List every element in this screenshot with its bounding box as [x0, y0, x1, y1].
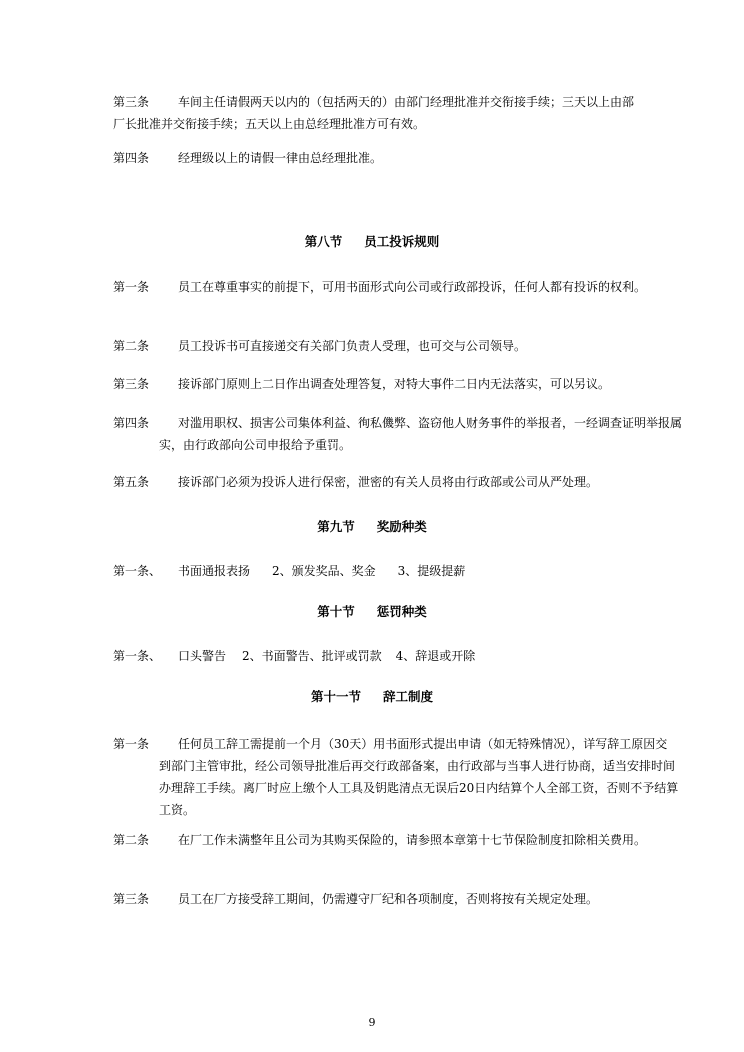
- article-text: 对滥用职权、损害公司集体利益、徇私僟弊、盗窃他人财务事件的举报者，一经调查证明举报属实，由行政部向公司申报给予重罚。: [159, 416, 683, 452]
- s10-article-1: [113, 646, 475, 666]
- article-label: 第一条、: [113, 564, 162, 578]
- s8-article-1: [113, 276, 689, 298]
- article-label: 第一条: [113, 737, 150, 751]
- section-number: 第九节: [317, 519, 355, 534]
- article-text: 接诉部门必须为投诉人进行保密，泄密的有关人员将由行政部或公司从严处理。: [178, 475, 599, 489]
- article-label: 第五条: [113, 475, 150, 489]
- article-text: 员工在厂方接受辞工期间，仍需遵守厂纪和各项制度，否则将按有关规定处理。: [178, 892, 599, 906]
- s9-article-1: [113, 561, 465, 581]
- penalty-2: 2、书面警告、批评或罚款: [242, 649, 382, 663]
- article-label: 第三条: [113, 377, 150, 391]
- s11-article-1: [113, 733, 679, 821]
- section-title: 员工投诉规则: [364, 234, 440, 249]
- s8-article-4: [113, 412, 689, 456]
- article-top-4: [113, 147, 643, 169]
- article-label: 第三条: [113, 892, 150, 906]
- section-number: 第十一节: [310, 689, 361, 704]
- section-heading-11: [0, 687, 744, 707]
- article-label: 第三条: [113, 95, 150, 109]
- article-label: 第一条: [113, 280, 150, 294]
- article-top-3: [113, 91, 641, 135]
- section-title: 奖励种类: [376, 519, 427, 534]
- section-number: 第八节: [304, 234, 343, 249]
- article-text: 员工在尊重事实的前提下，可用书面形式向公司或行政部投诉，任何人都有投诉的权利。: [178, 280, 647, 294]
- penalty-3: 4、辞退或开除: [395, 649, 476, 663]
- article-label: 第四条: [113, 151, 150, 165]
- article-text: 在厂工作未满整年且公司为其购买保险的，请参照本章第十七节保险制度扣除相关费用。: [178, 833, 647, 847]
- s8-article-5: [113, 471, 689, 493]
- s11-article-3: [113, 888, 699, 910]
- section-heading-8: [0, 232, 744, 252]
- article-label: 第一条、: [113, 649, 162, 663]
- reward-1: 书面通报表扬: [178, 564, 251, 578]
- article-text: 员工投诉书可直接递交有关部门负责人受理，也可交与公司领导。: [178, 339, 527, 353]
- article-label: 第二条: [113, 833, 150, 847]
- section-heading-9: [0, 517, 744, 537]
- penalty-1: 口头警告: [178, 649, 227, 663]
- section-heading-10: [0, 602, 744, 622]
- article-label: 第二条: [113, 339, 150, 353]
- reward-3: 3、提级提薪: [397, 564, 466, 578]
- section-number: 第十节: [317, 604, 355, 619]
- article-text: 任何员工辞工需提前一个月（30天）用书面形式提出申请（如无特殊情况），详写辞工原因交到部门主管审批，经公司领导批准后再交行政部备案，由行政部与当事人进行协商，适当安排时间办理辞工手续。离厂时应上缴个人工具及钥匙清点无误后20日内结算个人全部工资，否则不予结算工资。: [159, 737, 679, 817]
- s8-article-3: [113, 373, 699, 395]
- article-text: 经理级以上的请假一律由总经理批准。: [178, 151, 383, 165]
- page-number: 9: [368, 1016, 376, 1029]
- s11-article-2: [113, 829, 689, 851]
- s8-article-2: [113, 335, 689, 357]
- article-text: 接诉部门原则上二日作出调查处理答复，对特大事件二日内无法落实，可以另议。: [178, 377, 611, 391]
- article-label: 第四条: [113, 416, 150, 430]
- section-title: 惩罚种类: [376, 604, 427, 619]
- reward-2: 2、颁发奖品、奖金: [272, 564, 376, 578]
- article-text: 车间主任请假两天以内的（包括两天的）由部门经理批准并交衔接手续；三天以上由部厂长批准并交衔接手续；五天以上由总经理批准方可有效。: [113, 95, 635, 131]
- section-title: 辞工制度: [383, 689, 434, 704]
